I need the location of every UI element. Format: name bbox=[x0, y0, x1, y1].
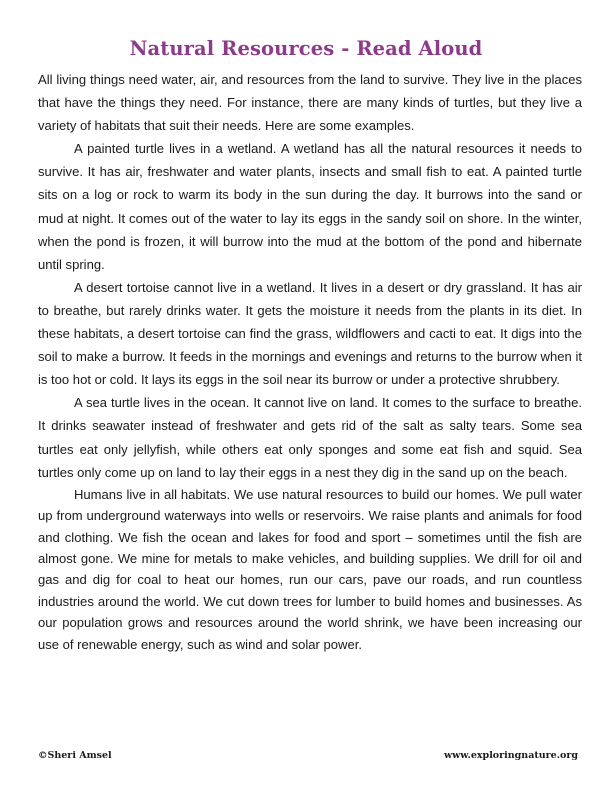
footer-website: www.exploringnature.org bbox=[443, 750, 578, 761]
paragraph-desert-tortoise: A desert tortoise cannot live in a wetland. It lives in a desert or dry grassland. It has air to breathe, but rarely drinks water. It gets the moisture it needs from the plants in its diet. In these habitats, a desert tortoise can find the grass, wildflowers and cacti to eat. It digs into the soil to make a burrow. It feeds in the mornings and evenings and returns to the burrow when it is too hot or cold. It lays its eggs in the soil near its burrow or under a protective shrubbery. bbox=[38, 279, 582, 388]
paragraph-sea-turtle: A sea turtle lives in the ocean. It cannot live on land. It comes to the surface to breathe. It drinks seawater instead of freshwater and gets rid of the salt as salty tears. Some sea turtles eat only jellyfish, while others eat only sponges and some eat fish and squid. Sea turtles only come up on land to lay their eggs in a nest they dig in the sand up on the beach. bbox=[38, 395, 582, 480]
article-body bbox=[38, 68, 582, 655]
paragraph-humans: Humans live in all habitats. We use natural resources to build our homes. We pull water up from underground waterways into wells or reservoirs. We raise plants and animals for food and clothing. We fish the ocean and lakes for food and sport – sometimes until the fish are almost gone. We mine for metals to make vehicles, and building supplies. We drill for oil and gas and dig for coal to heat our homes, run our cars, pave our roads, and run countless industries around the world. We cut down trees for lumber to build homes and businesses. As our population grows and resources around the world shrink, we have been increasing our use of renewable energy, such as wind and solar power. bbox=[38, 486, 582, 652]
paragraph-painted-turtle: A painted turtle lives in a wetland. A wetland has all the natural resources it needs to survive. It has air, freshwater and water plants, insects and small fish to eat. A painted turtle sits on a log or rock to warm its body in the sun during the day. It burrows into the sand or mud at night. It comes out of the water to lay its eggs in the sandy soil on shore. In the winter, when the pond is frozen, it will burrow into the mud at the bottom of the pond and hibernate until spring. bbox=[38, 141, 582, 272]
page-title: Natural Resources - Read Aloud bbox=[129, 37, 483, 60]
footer-copyright: ©Sheri Amsel bbox=[38, 750, 112, 761]
paragraph-intro: All living things need water, air, and resources from the land to survive. They live in the places that have the things they need. For instance, there are many kinds of turtles, but they live a variety of habitats that suit their needs. Here are some examples. bbox=[38, 72, 582, 134]
